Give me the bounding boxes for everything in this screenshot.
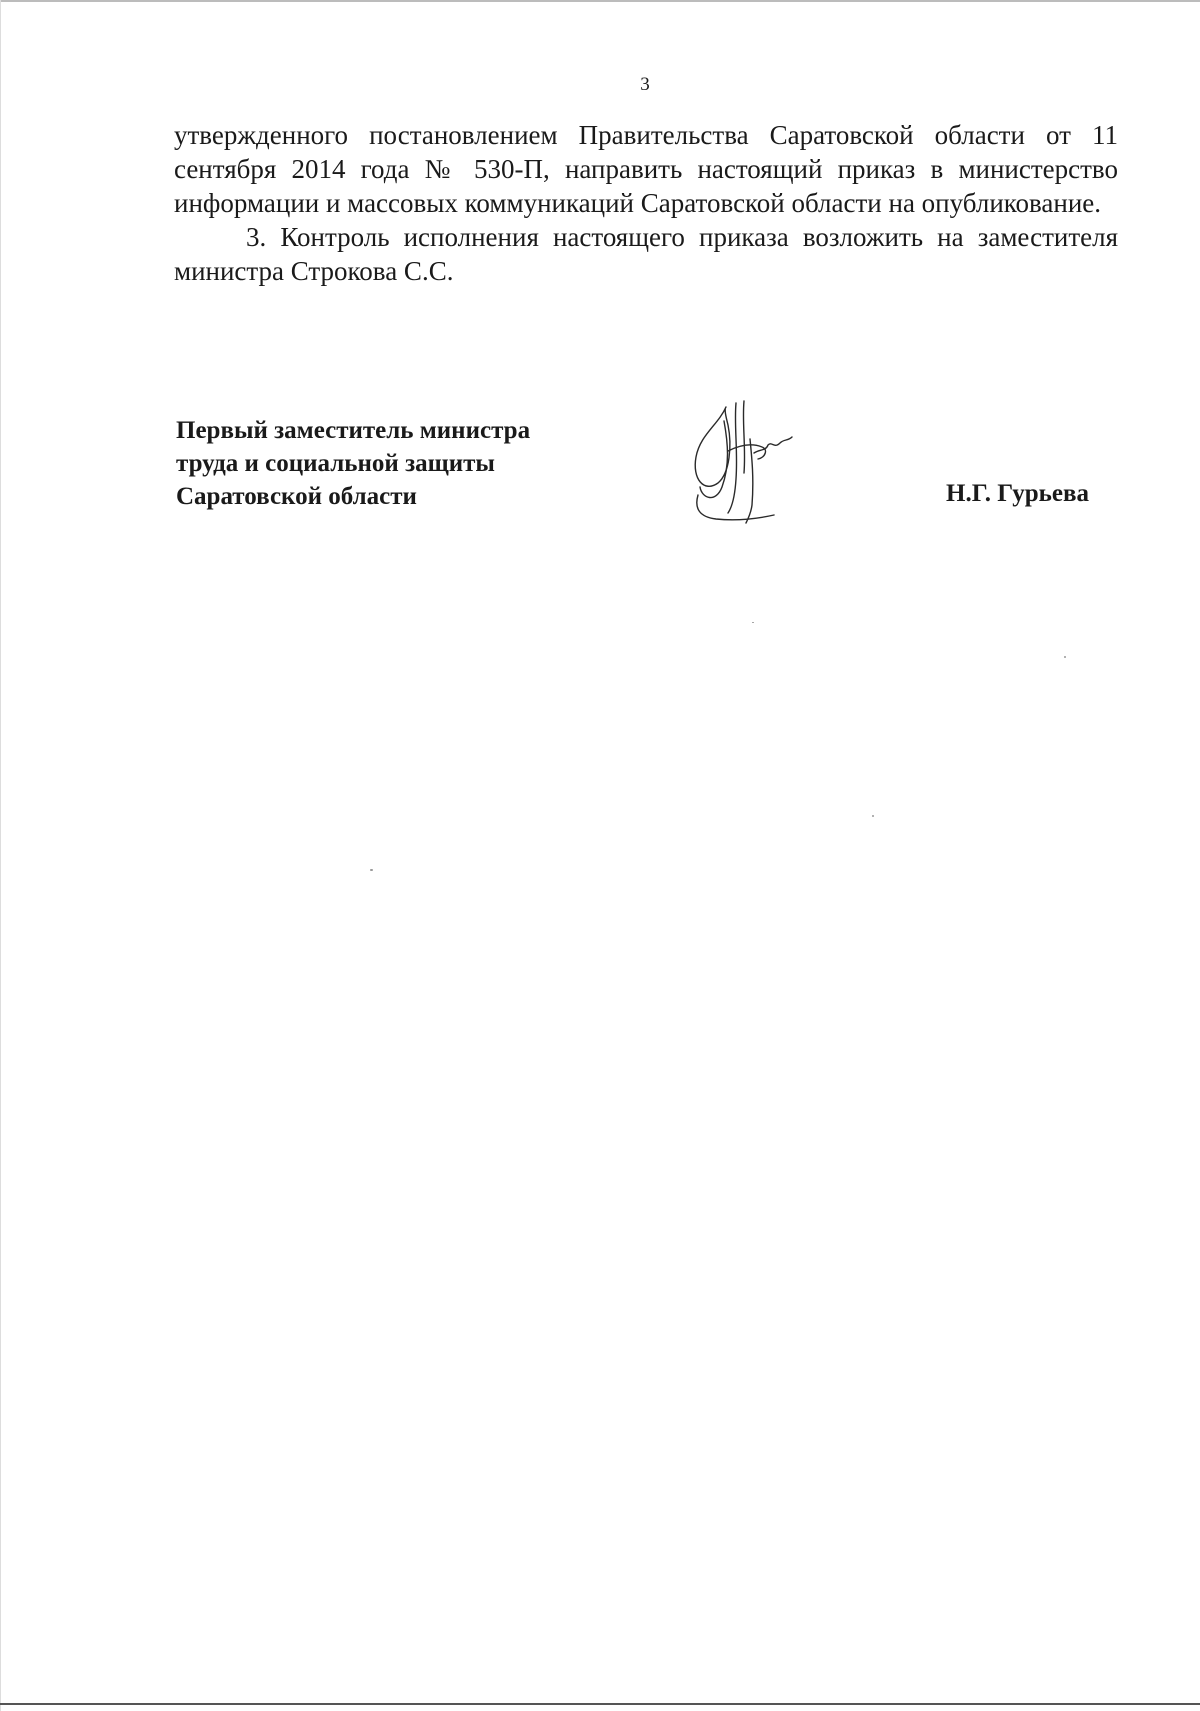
paragraph-continuation: утвержденного постановлением Правительства Саратовской области от 11 сентября 2014 года № 530-П, направить настоящий приказ в министерство информации и массовых коммуникаций Саратовской области на опубликование. bbox=[174, 120, 1118, 218]
page-number: 3 bbox=[640, 74, 650, 95]
scan-speck bbox=[370, 869, 373, 871]
signatory-position bbox=[176, 414, 530, 513]
document-body bbox=[174, 118, 1118, 288]
scan-speck bbox=[872, 815, 874, 817]
paragraph-item-3: 3. Контроль исполнения настоящего приказа возложить на заместителя министра Строкова С.С. bbox=[174, 222, 1118, 286]
scan-speck bbox=[752, 622, 754, 623]
scan-left-edge bbox=[0, 0, 1, 1711]
scan-speck bbox=[1064, 656, 1066, 658]
scan-top-edge bbox=[0, 0, 1200, 2]
scan-bottom-edge bbox=[0, 1703, 1200, 1705]
signatory-name: Н.Г. Гурьева bbox=[946, 480, 1089, 507]
handwritten-signature bbox=[688, 395, 828, 545]
signatory-position-line: Первый заместитель министра bbox=[176, 417, 531, 444]
signatory-position-line: труда и социальной защиты bbox=[176, 450, 495, 477]
signatory-position-line: Саратовской области bbox=[176, 483, 417, 510]
